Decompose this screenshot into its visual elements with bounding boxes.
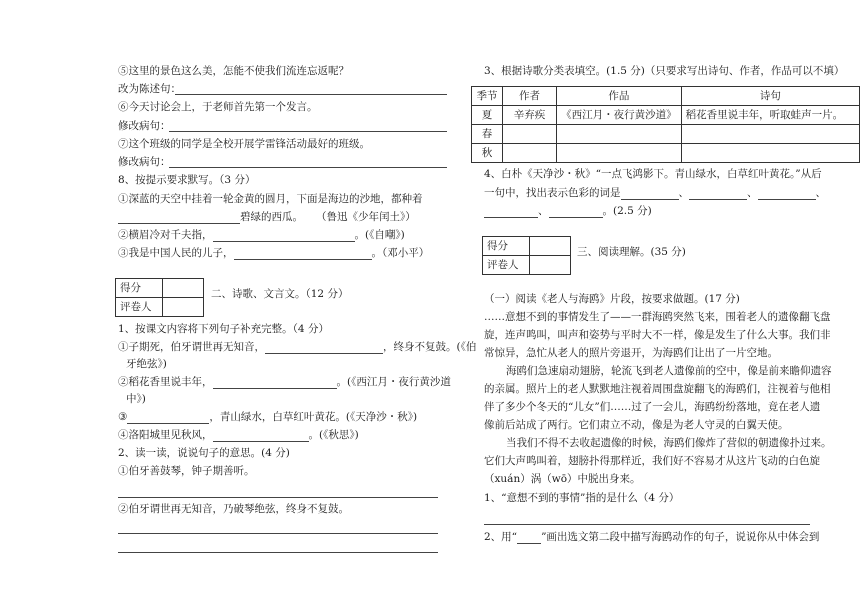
table-row	[472, 106, 860, 125]
s2q1-title: 1、按课文内容将下列句子补充完整。（4 分）	[118, 323, 329, 335]
score-box-section3	[482, 236, 571, 275]
q8-1-line	[118, 210, 303, 224]
q8-3-line: ③我是中国人民的儿子， 。（邓小平）	[118, 247, 430, 259]
table-cell: 秋	[472, 144, 503, 163]
table-header: 作品	[557, 87, 682, 106]
s2q1-1-source: 牙绝弦》)	[126, 358, 167, 370]
q4-blank-4[interactable]	[484, 205, 538, 218]
q8-1-text: ①深蓝的天空中挂着一轮金黄的圆月，下面是海边的沙地，都种着	[118, 193, 423, 205]
score-label: 得分	[116, 279, 163, 298]
table-header: 诗句	[681, 87, 859, 106]
table-cell: 辛弃疾	[502, 106, 556, 125]
reading-q2-line: 2、用“ ”画出选文第二段中描写海鸥动作的句子，说说你从中体会到	[484, 531, 820, 543]
reviewer-cell[interactable]	[530, 256, 571, 275]
reading-q1-answer-line[interactable]	[484, 524, 810, 525]
s2q2-title: 2、读一读，说说句子的意思。(4 分)	[118, 447, 290, 459]
q8-3-blank[interactable]	[234, 247, 372, 260]
table-header: 作者	[502, 87, 556, 106]
q8-1-blank[interactable]	[118, 211, 240, 224]
table-cell-blank[interactable]	[557, 144, 682, 163]
table-cell-blank[interactable]	[502, 144, 556, 163]
table-cell: 春	[472, 125, 503, 144]
q7-text: ⑦这个班级的同学是全校开展学雷锋活动最好的班级。	[118, 138, 370, 150]
passage-line: （xuán）涡（wō）中脱出身来。	[484, 473, 641, 485]
passage-line: 海鸥们急速扇动翅膀，轮流飞到老人遗像前的空中，像是前来瞻仰遗容	[506, 365, 832, 377]
table-cell: 稻花香里说丰年，听取蛙声一片。	[681, 106, 859, 125]
passage-line: 它们大声鸣叫着，翅膀扑得那样近，我们好不容易才从这片飞动的白色旋	[484, 455, 820, 467]
section3-heading: 三、阅读理解。(35 分)	[577, 246, 686, 258]
table-cell-blank[interactable]	[681, 125, 859, 144]
passage-line: 的亲属。照片上的老人默默地注视着周围盘旋翻飞的海鸥们，注视着与他相	[484, 383, 831, 395]
q6-label: 修改病句：	[118, 120, 171, 132]
passage-line: 当我们不得不去收起遗像的时候，海鸥们像炸了营似的朝遗像扑过来。	[506, 437, 832, 449]
q4-blank-3[interactable]	[758, 187, 816, 200]
q4-line-2: 一句中，找出表示色彩的词是 、 、 、	[484, 187, 826, 199]
table-header-row	[472, 87, 860, 106]
q3-title: 3、根据诗歌分类表填空。(1.5 分)（只要求写出诗句、作者，作品可以不填）	[484, 65, 845, 77]
q7-label: 修改病句：	[118, 156, 171, 168]
q5-answer-line[interactable]	[175, 94, 447, 95]
table-row	[472, 125, 860, 144]
q4-text-1: 4、白朴《天净沙・秋》“一点飞鸿影下。青山绿水，白草红叶黄花。”从后	[484, 168, 822, 180]
score-cell[interactable]	[530, 237, 571, 256]
passage-line: 常惊异，急忙从老人的照片旁退开，为海鸥们让出了一片空地。	[484, 347, 778, 359]
q7-answer-line[interactable]	[169, 167, 447, 168]
s2q1-4-line: ④洛阳城里见秋风， 。(《秋思》)	[118, 429, 359, 441]
passage-line: 像前后站成了两行。它们肃立不动，像是为老人守灵的白翼天使。	[484, 419, 789, 431]
reviewer-cell[interactable]	[163, 298, 204, 317]
s2q2-2-answer-line-1[interactable]	[118, 533, 438, 534]
s2q2-1-text: ①伯牙善鼓琴，钟子期善听。	[118, 465, 255, 477]
s2q2-2-text: ②伯牙谓世再无知音，乃破琴绝弦，终身不复鼓。	[118, 503, 349, 515]
table-cell: 夏	[472, 106, 503, 125]
section2-heading: 二、诗歌、文言文。（12 分）	[211, 288, 349, 300]
q8-1-cont: 碧绿的西瓜。	[240, 211, 303, 223]
table-cell-blank[interactable]	[502, 125, 556, 144]
table-header: 季节	[472, 87, 503, 106]
q4-blank-1[interactable]	[621, 187, 679, 200]
reading-q2-underline-sample	[517, 531, 541, 544]
s2q2-2-answer-line-2[interactable]	[118, 552, 438, 553]
table-cell: 《西江月・夜行黄沙道》	[557, 106, 682, 125]
q8-2-line: ②横眉冷对千夫指， 。(《自嘲》)	[118, 229, 405, 241]
q6-text: ⑥今天讨论会上，于老师首先第一个发言。	[118, 101, 318, 113]
q4-blank-5[interactable]	[549, 205, 603, 218]
s2q1-2-blank[interactable]	[213, 376, 337, 389]
q4-blank-2[interactable]	[689, 187, 747, 200]
table-cell-blank[interactable]	[681, 144, 859, 163]
table-row	[472, 144, 860, 163]
s2q1-1-line: ①子期死，伯牙谓世再无知音， ，终身不复鼓。(《伯	[118, 341, 477, 353]
s2q1-2-line: ②稻花香里说丰年， 。(《西江月・夜行黄沙道	[118, 376, 451, 388]
reviewer-label: 评卷人	[116, 298, 163, 317]
s2q1-4-blank[interactable]	[213, 429, 309, 442]
score-label: 得分	[483, 237, 530, 256]
q6-answer-line[interactable]	[169, 131, 447, 132]
q8-1-source: （鲁迅《少年闰土》）	[316, 211, 416, 223]
s2q1-2-source: 中》)	[126, 393, 146, 405]
score-cell[interactable]	[163, 279, 204, 298]
reading-q1: 1、“意想不到的事情”指的是什么（4 分）	[484, 492, 680, 504]
s2q1-3-line: ③ ，青山绿水，白草红叶黄花。(《天净沙・秋》)	[118, 411, 418, 423]
s2q1-1-blank[interactable]	[265, 341, 383, 354]
table-cell-blank[interactable]	[557, 125, 682, 144]
s2q2-1-answer-line[interactable]	[118, 497, 438, 498]
score-box-section2	[115, 278, 204, 317]
q5-text: ⑤这里的景色这么美，怎能不使我们流连忘返呢？	[118, 65, 349, 77]
poem-classification-table	[471, 86, 860, 163]
q4-line-3: 、 。(2.5 分)	[484, 204, 652, 218]
passage-line: 旋，连声鸣叫，叫声和姿势与平时大不一样，像是发生了什么大事。我们非	[484, 329, 831, 341]
reviewer-label: 评卷人	[483, 256, 530, 275]
passage-line: 伴了多少个冬天的“儿女”们……过了一会儿，海鸥纷纷落地，竟在老人遗	[484, 401, 821, 413]
s2q1-3-blank[interactable]	[127, 411, 209, 424]
q8-2-blank[interactable]	[213, 229, 355, 242]
passage-line: ……意想不到的事情发生了——一群海鸥突然飞来，围着老人的遗像翻飞盘	[484, 311, 831, 323]
q8-title: 8、按提示要求默写。（3 分）	[118, 174, 256, 186]
q5-label: 改为陈述句：	[118, 83, 181, 95]
reading-title: （一）阅读《老人与海鸥》片段，按要求做题。(17 分)	[484, 293, 740, 305]
